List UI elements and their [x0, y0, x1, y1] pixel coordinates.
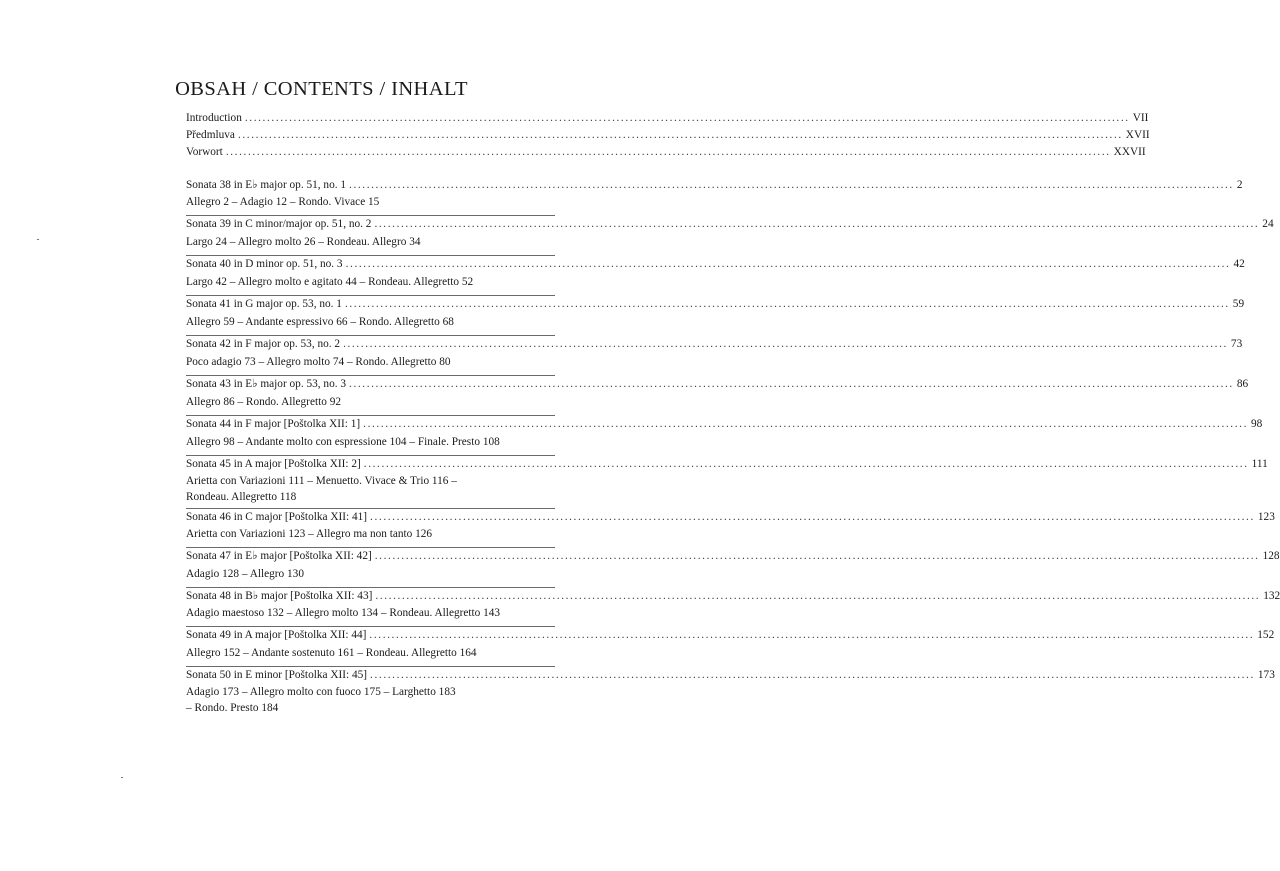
sonata-title: Sonata 44 in F major [Poštolka XII: 1] — [186, 418, 361, 430]
movement-list: Allegro 2 – Adagio 12 – Rondo. Vivace 15 — [186, 196, 380, 208]
toc-page-number: 152 — [1257, 629, 1275, 641]
toc-page-number: XVII — [1125, 129, 1150, 141]
sonata-title: Sonata 45 in A major [Poštolka XII: 2] — [186, 458, 361, 470]
toc-page-number: 111 — [1251, 458, 1268, 470]
leader-dots: ........................................................................................................................................................................................................ — [370, 669, 1255, 681]
toc-page-number: 98 — [1251, 418, 1263, 430]
movement-list: Allegro 98 – Andante molto con espressione 104 – Finale. Presto 108 — [186, 436, 500, 448]
toc-entry-sonata-39[interactable] — [186, 216, 1274, 232]
leader-dots: ........................................................................................................................................................................................................ — [374, 550, 1260, 562]
page-title: OBSAH / CONTENTS / INHALT — [175, 78, 468, 100]
leader-dots: ........................................................................................................................................................................................................ — [349, 378, 1234, 390]
toc-page-number: 173 — [1257, 669, 1275, 681]
leader-dots: ........................................................................................................................................................................................................ — [370, 511, 1255, 523]
toc-entry-sonata-42[interactable] — [186, 336, 1243, 352]
toc-entry-sonata-49[interactable] — [186, 627, 1275, 643]
leader-dots: ........................................................................................................................................................................................................ — [369, 629, 1255, 641]
movement-list: Allegro 86 – Rondo. Allegretto 92 — [186, 396, 342, 408]
leader-dots: ........................................................................................................................................................................................................ — [349, 179, 1234, 191]
leader-dots: ........................................................................................................................................................................................................ — [344, 298, 1230, 310]
toc-entry-label: Vorwort — [186, 146, 223, 158]
movement-list: Allegro 152 – Andante sostenuto 161 – Rondeau. Allegretto 164 — [186, 647, 477, 659]
toc-entry-sonata-50[interactable] — [186, 667, 1275, 683]
toc-entry-sonata-40[interactable] — [186, 256, 1245, 272]
toc-page-number: 123 — [1257, 511, 1275, 523]
toc-page-number: 42 — [1233, 258, 1245, 270]
toc-page-number: 2 — [1236, 179, 1243, 191]
toc-page-number: 128 — [1262, 550, 1280, 562]
sonata-title: Sonata 46 in C major [Poštolka XII: 41] — [186, 511, 368, 523]
leader-dots: ........................................................................................................................................................................................................ — [363, 458, 1249, 470]
toc-page-number: 86 — [1236, 378, 1249, 390]
leader-dots: ........................................................................................................................................................................................................ — [225, 146, 1111, 158]
movement-list: Allegro 59 – Andante espressivo 66 – Rondo. Allegretto 68 — [186, 316, 454, 328]
leader-dots: ........................................................................................................................................................................................................ — [375, 590, 1261, 602]
toc-entry-sonata-47[interactable] — [186, 548, 1280, 564]
sonata-title: Sonata 40 in D minor op. 51, no. 3 — [186, 258, 343, 270]
toc-entry-sonata-38[interactable] — [186, 177, 1243, 193]
toc-entry-introduction[interactable] — [186, 110, 1149, 126]
toc-entry-label: Introduction — [186, 112, 242, 124]
toc-entry-predmluva[interactable] — [186, 127, 1150, 143]
leader-dots: ........................................................................................................................................................................................................ — [374, 218, 1260, 230]
leader-dots: ........................................................................................................................................................................................................ — [244, 112, 1130, 124]
leader-dots: ........................................................................................................................................................................................................ — [343, 338, 1228, 350]
sonata-title: Sonata 42 in F major op. 53, no. 2 — [186, 338, 341, 350]
toc-entry-sonata-48[interactable] — [186, 588, 1280, 604]
movement-list: Largo 24 – Allegro molto 26 – Rondeau. Allegro 34 — [186, 236, 421, 248]
sonata-title: Sonata 43 in E♭ major op. 53, no. 3 — [186, 378, 347, 390]
sonata-title: Sonata 50 in E minor [Poštolka XII: 45] — [186, 669, 368, 681]
toc-page-number: 132 — [1263, 590, 1280, 602]
sonata-title: Sonata 49 in A major [Poštolka XII: 44] — [186, 629, 367, 641]
movement-list: Adagio 128 – Allegro 130 — [186, 568, 304, 580]
sonata-title: Sonata 38 in E♭ major op. 51, no. 1 — [186, 179, 347, 191]
sonata-title: Sonata 48 in B♭ major [Poštolka XII: 43] — [186, 590, 373, 602]
leader-dots: ........................................................................................................................................................................................................ — [237, 129, 1123, 141]
toc-entry-sonata-45[interactable] — [186, 456, 1268, 472]
sonata-title: Sonata 41 in G major op. 53, no. 1 — [186, 298, 342, 310]
toc-page-number: 59 — [1232, 298, 1245, 310]
scan-speck — [121, 777, 123, 778]
sonata-title: Sonata 39 in C minor/major op. 51, no. 2 — [186, 218, 372, 230]
scan-speck — [37, 239, 39, 240]
toc-entry-sonata-44[interactable] — [186, 416, 1263, 432]
toc-page-number: 73 — [1230, 338, 1243, 350]
movement-list: Poco adagio 73 – Allegro molto 74 – Rondo. Allegretto 80 — [186, 356, 451, 368]
toc-entry-sonata-43[interactable] — [186, 376, 1249, 392]
movement-list: Largo 42 – Allegro molto e agitato 44 – Rondeau. Allegretto 52 — [186, 276, 474, 288]
toc-page-number: XXVII — [1113, 146, 1146, 158]
toc-page-number: 24 — [1262, 218, 1274, 230]
toc-entry-sonata-46[interactable] — [186, 509, 1275, 525]
leader-dots: ........................................................................................................................................................................................................ — [363, 418, 1248, 430]
toc-page-number: VII — [1132, 112, 1149, 124]
leader-dots: ........................................................................................................................................................................................................ — [345, 258, 1231, 270]
toc-entry-label: Předmluva — [186, 129, 235, 141]
movement-list: Arietta con Variazioni 123 – Allegro ma non tanto 126 — [186, 528, 433, 540]
movement-list: Adagio maestoso 132 – Allegro molto 134 – Rondeau. Allegretto 143 — [186, 607, 501, 619]
toc-entry-vorwort[interactable] — [186, 144, 1146, 160]
sonata-title: Sonata 47 in E♭ major [Poštolka XII: 42] — [186, 550, 372, 562]
movement-list: Adagio 173 – Allegro molto con fuoco 175 – Larghetto 183 – Rondo. Presto 184 — [186, 686, 456, 714]
toc-entry-sonata-41[interactable] — [186, 296, 1245, 312]
movement-list: Arietta con Variazioni 111 – Menuetto. Vivace & Trio 116 – Rondeau. Allegretto 118 — [186, 475, 457, 503]
